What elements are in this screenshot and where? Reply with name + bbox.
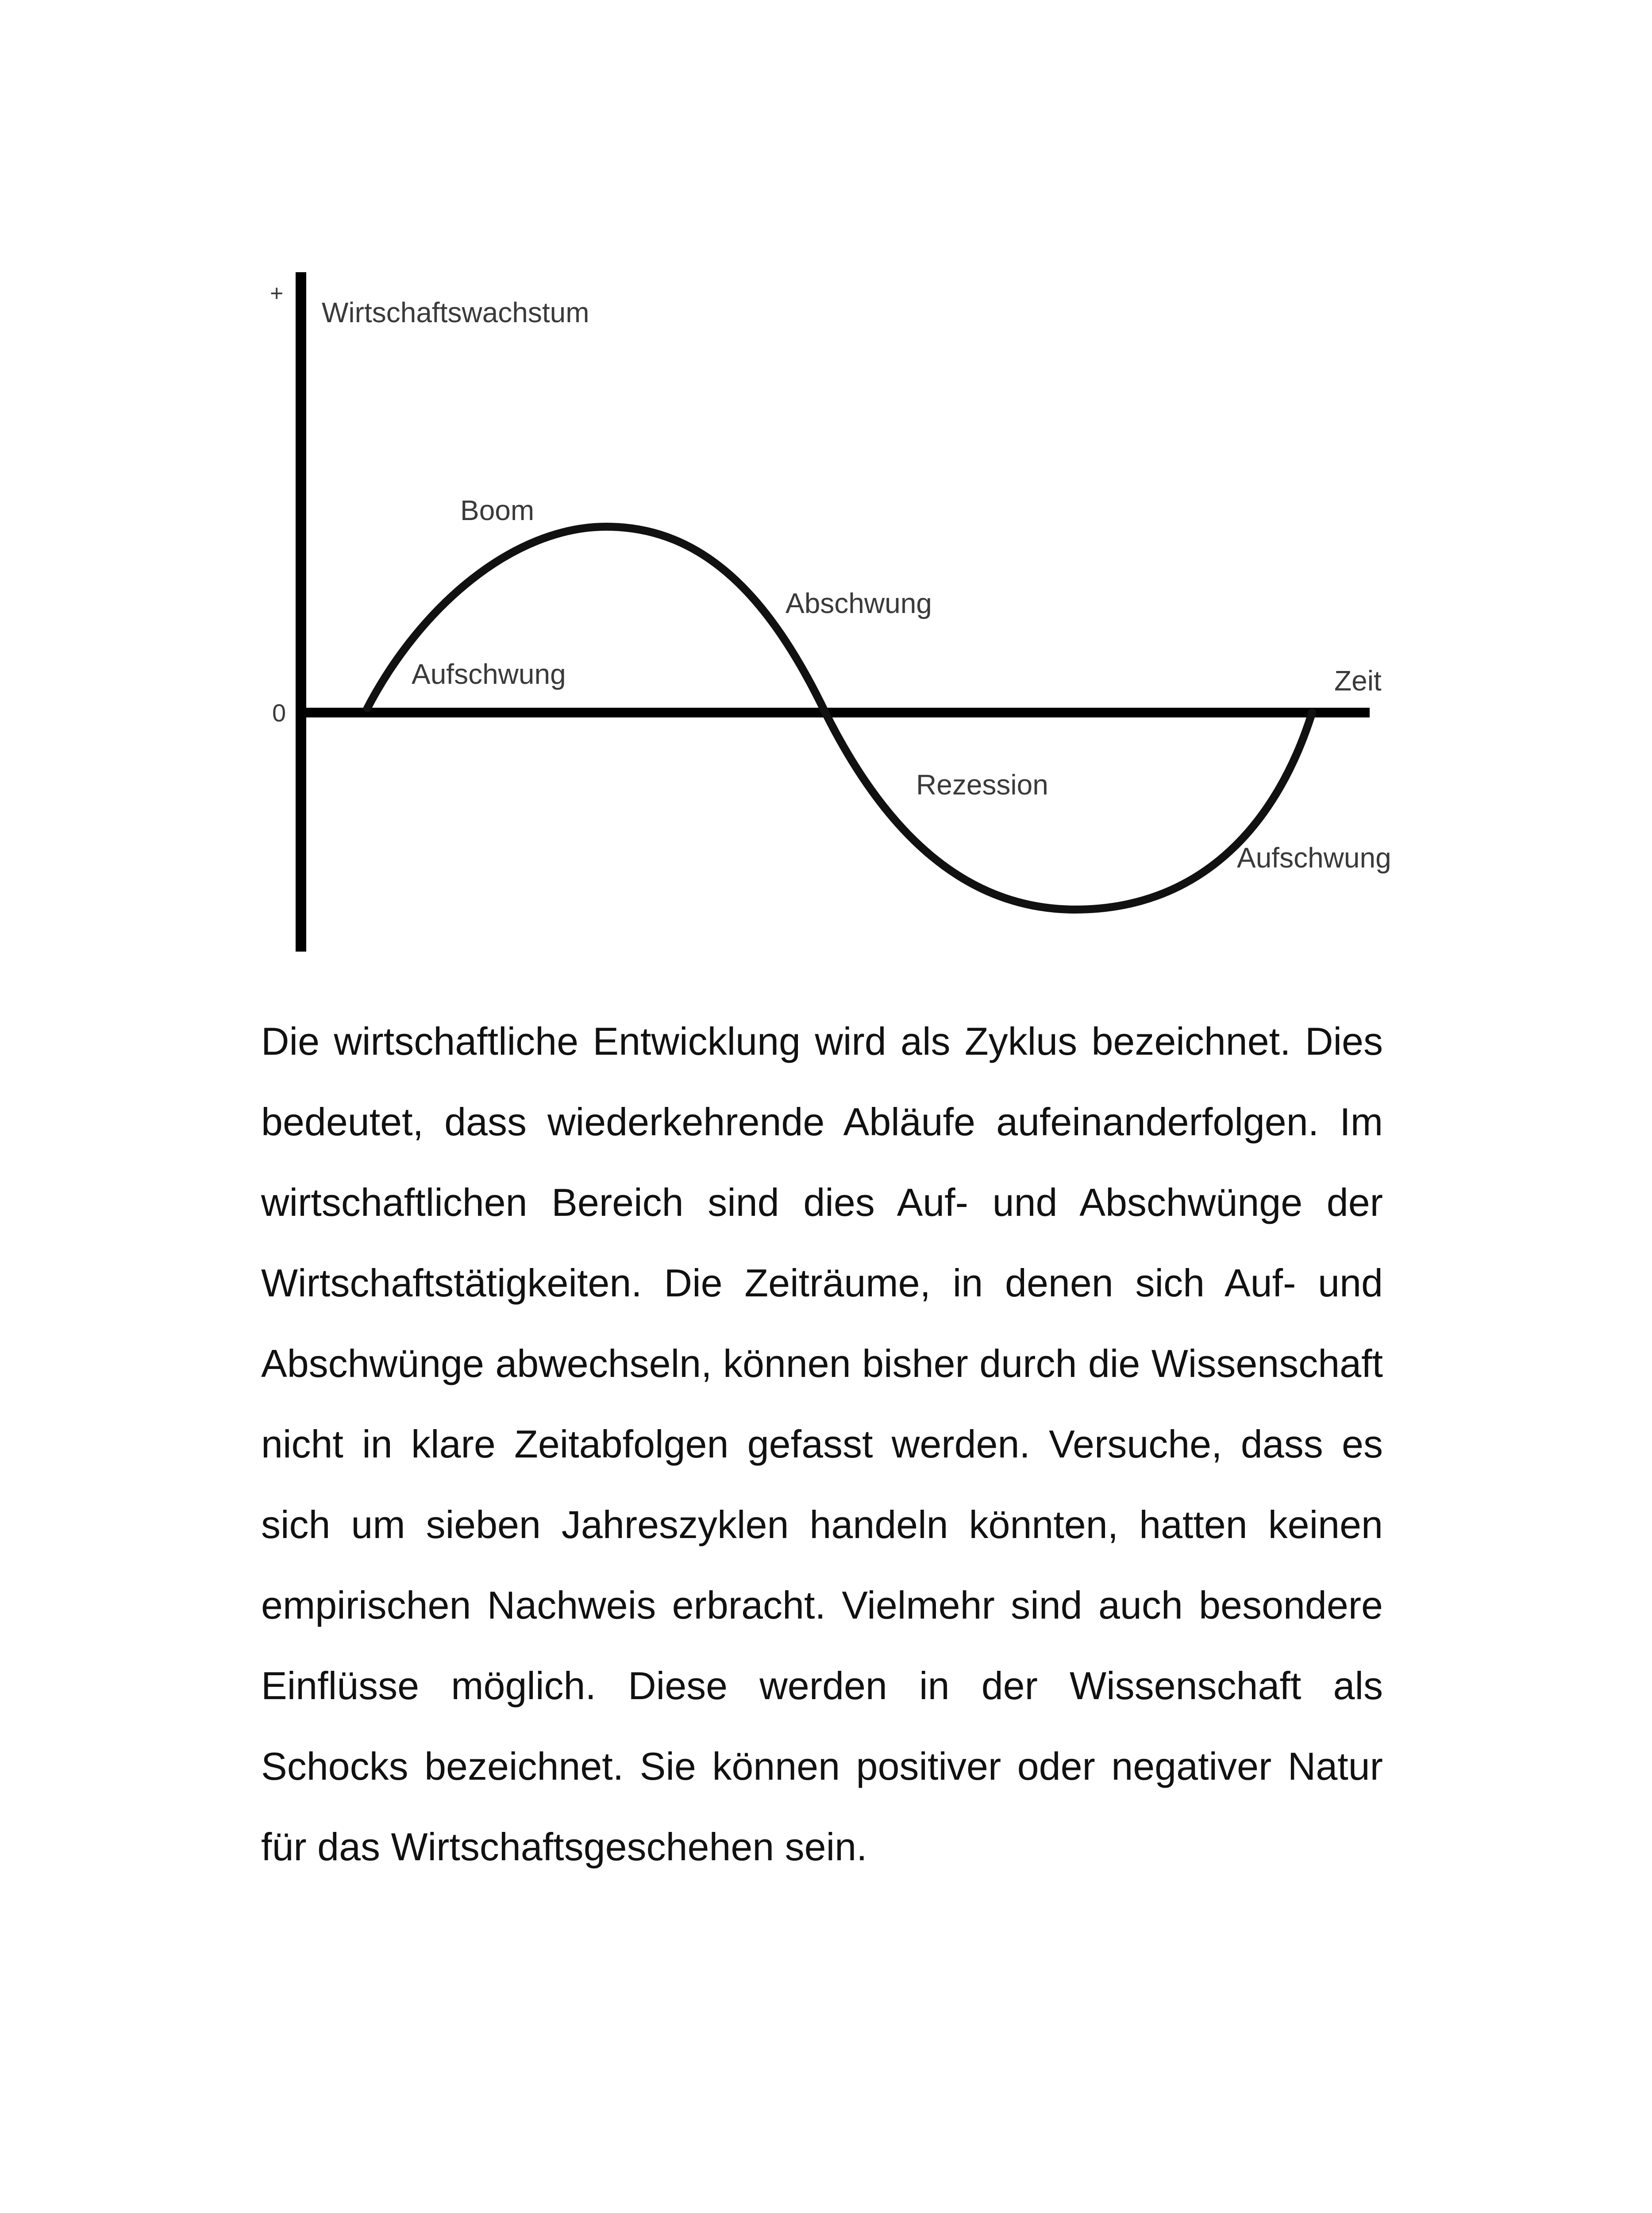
zero-marker: 0 <box>272 699 286 727</box>
body-paragraph: Die wirtschaftliche Entwicklung wird als Zyklus bezeichnet. Dies bedeutet, dass wiederkehrende Abläufe aufeinanderfolgen. Im wirtschaftlichen Bereich sind dies Auf- und Abschwünge der Wirtschaftstätigkeiten. Die Zeiträume, in denen sich Auf- und Abschwünge abwechseln, können bisher durch die Wissenschaft nicht in klare Zeitabfolgen gefasst werden. Versuche, dass es sich um sieben Jahreszyklen handeln könnten, hatten keinen empirischen Nachweis erbracht. Vielmehr sind auch besondere Einflüsse möglich. Diese werden in der Wissenschaft als Schocks bezeichnet. Sie können positiver oder negativer Natur für das Wirtschaftsgeschehen sein. <box>261 1019 1383 1869</box>
y-plus-marker: + <box>270 281 284 306</box>
phase-label-boom: Boom <box>460 494 535 526</box>
y-axis-label: Wirtschaftswachstum <box>322 297 589 328</box>
phase-label-abschwung: Abschwung <box>786 587 932 619</box>
business-cycle-diagram <box>0 0 1652 1018</box>
cycle-curve <box>367 527 1312 910</box>
phase-label-aufschwung-end: Aufschwung <box>1237 842 1391 874</box>
phase-label-aufschwung-start: Aufschwung <box>412 658 566 690</box>
x-axis-label: Zeit <box>1334 665 1382 697</box>
phase-label-rezession: Rezession <box>916 769 1048 801</box>
